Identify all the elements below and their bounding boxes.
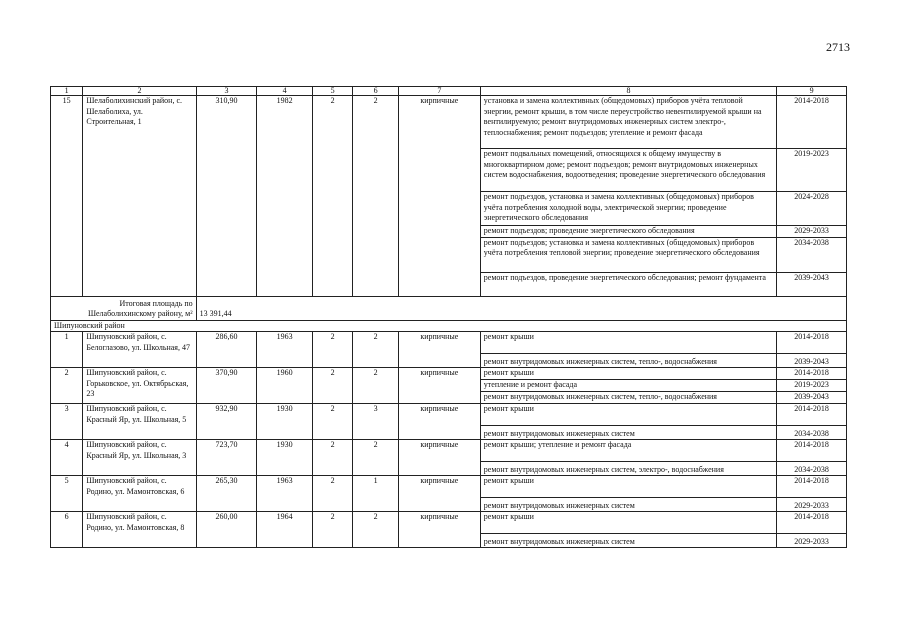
floors-cell: 2 (312, 368, 352, 404)
entrances-cell: 3 (353, 404, 399, 440)
total-label-text: Итоговая площадь по Шелаболихинскому району, м² (87, 298, 193, 318)
col-number-5: 5 (312, 87, 352, 96)
entrances-cell: 2 (353, 332, 399, 368)
address-cell: Шипуновский район, с. Белоглазово, ул. Школьная, 47 (83, 332, 196, 368)
floors-cell: 2 (312, 512, 352, 548)
col-number-1: 1 (51, 87, 83, 96)
works-cell: ремонт подъездов; установка и замена коллективных (общедомовых) приборов учёта потребления тепловой энергии; проведение энергетического обследования (480, 237, 776, 272)
floors-cell: 2 (312, 440, 352, 476)
works-cell: ремонт подъездов, установка и замена коллективных (общедомовых) приборов учёта потребления холодной воды, электрической энергии; проведение энергетического обследования (480, 192, 776, 226)
works-cell: ремонт внутридомовых инженерных систем, тепло-, водоснабжения (480, 392, 776, 404)
col-number-3: 3 (196, 87, 257, 96)
period-cell: 2014-2018 (777, 332, 847, 354)
row-number: 4 (51, 440, 83, 476)
period-cell: 2014-2018 (777, 368, 847, 380)
entrances-cell: 2 (353, 512, 399, 548)
table-row (51, 404, 847, 426)
period-cell: 2029-2033 (777, 498, 847, 512)
row-number: 6 (51, 512, 83, 548)
period-cell: 2034-2038 (777, 462, 847, 476)
total-label (51, 296, 197, 320)
area-cell: 932,90 (196, 404, 257, 440)
row-number: 5 (51, 476, 83, 512)
works-cell: ремонт крыши (480, 476, 776, 498)
address-cell: Шипуновский район, с. Родино, ул. Мамонтовская, 6 (83, 476, 196, 512)
year-cell: 1930 (257, 404, 313, 440)
year-cell: 1964 (257, 512, 313, 548)
row-number: 2 (51, 368, 83, 404)
year-cell: 1982 (257, 96, 313, 297)
works-cell: утепление и ремонт фасада (480, 380, 776, 392)
year-cell: 1930 (257, 440, 313, 476)
entrances-cell: 2 (353, 440, 399, 476)
period-cell: 2029-2033 (777, 534, 847, 548)
row-number: 15 (51, 96, 83, 297)
wall-material-cell: кирпичные (398, 96, 480, 297)
period-cell: 2029-2033 (777, 226, 847, 238)
period-cell: 2024-2028 (777, 192, 847, 226)
period-cell: 2014-2018 (777, 476, 847, 498)
entrances-cell: 2 (353, 368, 399, 404)
row-number: 1 (51, 332, 83, 368)
works-cell: ремонт крыши (480, 512, 776, 534)
wall-material-cell: кирпичные (398, 332, 480, 368)
works-cell: ремонт внутридомовых инженерных систем (480, 426, 776, 440)
floors-cell: 2 (312, 96, 352, 297)
works-cell: ремонт крыши (480, 368, 776, 380)
address-cell: Шипуновский район, с. Горьковское, ул. Октябрьская, 23 (83, 368, 196, 404)
row-number: 3 (51, 404, 83, 440)
period-cell: 2014-2018 (777, 96, 847, 149)
period-cell: 2014-2018 (777, 404, 847, 426)
period-cell: 2014-2018 (777, 512, 847, 534)
works-cell: ремонт крыши (480, 404, 776, 426)
district-section-row (51, 320, 847, 332)
district-total-row (51, 296, 847, 320)
address-cell: Шипуновский район, с. Красный Яр, ул. Школьная, 5 (83, 404, 196, 440)
col-number-4: 4 (257, 87, 313, 96)
col-number-6: 6 (353, 87, 399, 96)
wall-material-cell: кирпичные (398, 440, 480, 476)
address-cell: Шелаболихинский район, с. Шелаболиха, ул. Строительная, 1 (83, 96, 196, 297)
wall-material-cell: кирпичные (398, 512, 480, 548)
works-cell: ремонт внутридомовых инженерных систем (480, 498, 776, 512)
area-cell: 723,70 (196, 440, 257, 476)
works-cell: установка и замена коллективных (общедомовых) приборов учёта тепловой энергии, ремонт крыши, в том числе переустройство невентилируемой крыши на вентилируемую; ремонт внутридомовых инженерных систем электро-, теплоснабжения; ремонт подъездов; утепление и ремонт фасада (480, 96, 776, 149)
wall-material-cell: кирпичные (398, 476, 480, 512)
works-cell: ремонт крыши; утепление и ремонт фасада (480, 440, 776, 462)
table-row (51, 96, 847, 149)
repair-program-table (50, 86, 847, 548)
wall-material-cell: кирпичные (398, 404, 480, 440)
year-cell: 1963 (257, 332, 313, 368)
address-cell: Шипуновский район, с. Красный Яр, ул. Школьная, 3 (83, 440, 196, 476)
period-cell: 2034-2038 (777, 426, 847, 440)
floors-cell: 2 (312, 476, 352, 512)
total-value: 13 391,44 (196, 296, 846, 320)
table-row (51, 440, 847, 462)
district-name: Шипуновский район (51, 320, 847, 332)
area-cell: 265,30 (196, 476, 257, 512)
period-cell: 2034-2038 (777, 237, 847, 272)
period-cell: 2039-2043 (777, 392, 847, 404)
area-cell: 286,60 (196, 332, 257, 368)
works-cell: ремонт внутридомовых инженерных систем, электро-, водоснабжения (480, 462, 776, 476)
table-row (51, 476, 847, 498)
entrances-cell: 2 (353, 96, 399, 297)
works-cell: ремонт подъездов, проведение энергетического обследования; ремонт фундамента (480, 272, 776, 296)
works-cell: ремонт внутридомовых инженерных систем (480, 534, 776, 548)
table-row (51, 512, 847, 534)
col-number-9: 9 (777, 87, 847, 96)
col-number-2: 2 (83, 87, 196, 96)
area-cell: 260,00 (196, 512, 257, 548)
year-cell: 1960 (257, 368, 313, 404)
area-cell: 310,90 (196, 96, 257, 297)
works-cell: ремонт внутридомовых инженерных систем, тепло-, водоснабжения (480, 354, 776, 368)
works-cell: ремонт подъездов; проведение энергетического обследования (480, 226, 776, 238)
period-cell: 2039-2043 (777, 354, 847, 368)
year-cell: 1963 (257, 476, 313, 512)
period-cell: 2019-2023 (777, 380, 847, 392)
period-cell: 2014-2018 (777, 440, 847, 462)
wall-material-cell: кирпичные (398, 368, 480, 404)
works-cell: ремонт подвальных помещений, относящихся к общему имуществу в многоквартирном доме; ремонт подъездов; ремонт внутридомовых инженерных систем водоснабжения, водоотведения; проведение энергетического обследования (480, 149, 776, 192)
page-number: 2713 (826, 40, 850, 54)
table-row (51, 368, 847, 380)
col-number-8: 8 (480, 87, 776, 96)
table-row (51, 332, 847, 354)
period-cell: 2039-2043 (777, 272, 847, 296)
area-cell: 370,90 (196, 368, 257, 404)
col-number-7: 7 (398, 87, 480, 96)
floors-cell: 2 (312, 332, 352, 368)
column-number-row (51, 87, 847, 96)
entrances-cell: 1 (353, 476, 399, 512)
works-cell: ремонт крыши (480, 332, 776, 354)
period-cell: 2019-2023 (777, 149, 847, 192)
floors-cell: 2 (312, 404, 352, 440)
address-cell: Шипуновский район, с. Родино, ул. Мамонтовская, 8 (83, 512, 196, 548)
